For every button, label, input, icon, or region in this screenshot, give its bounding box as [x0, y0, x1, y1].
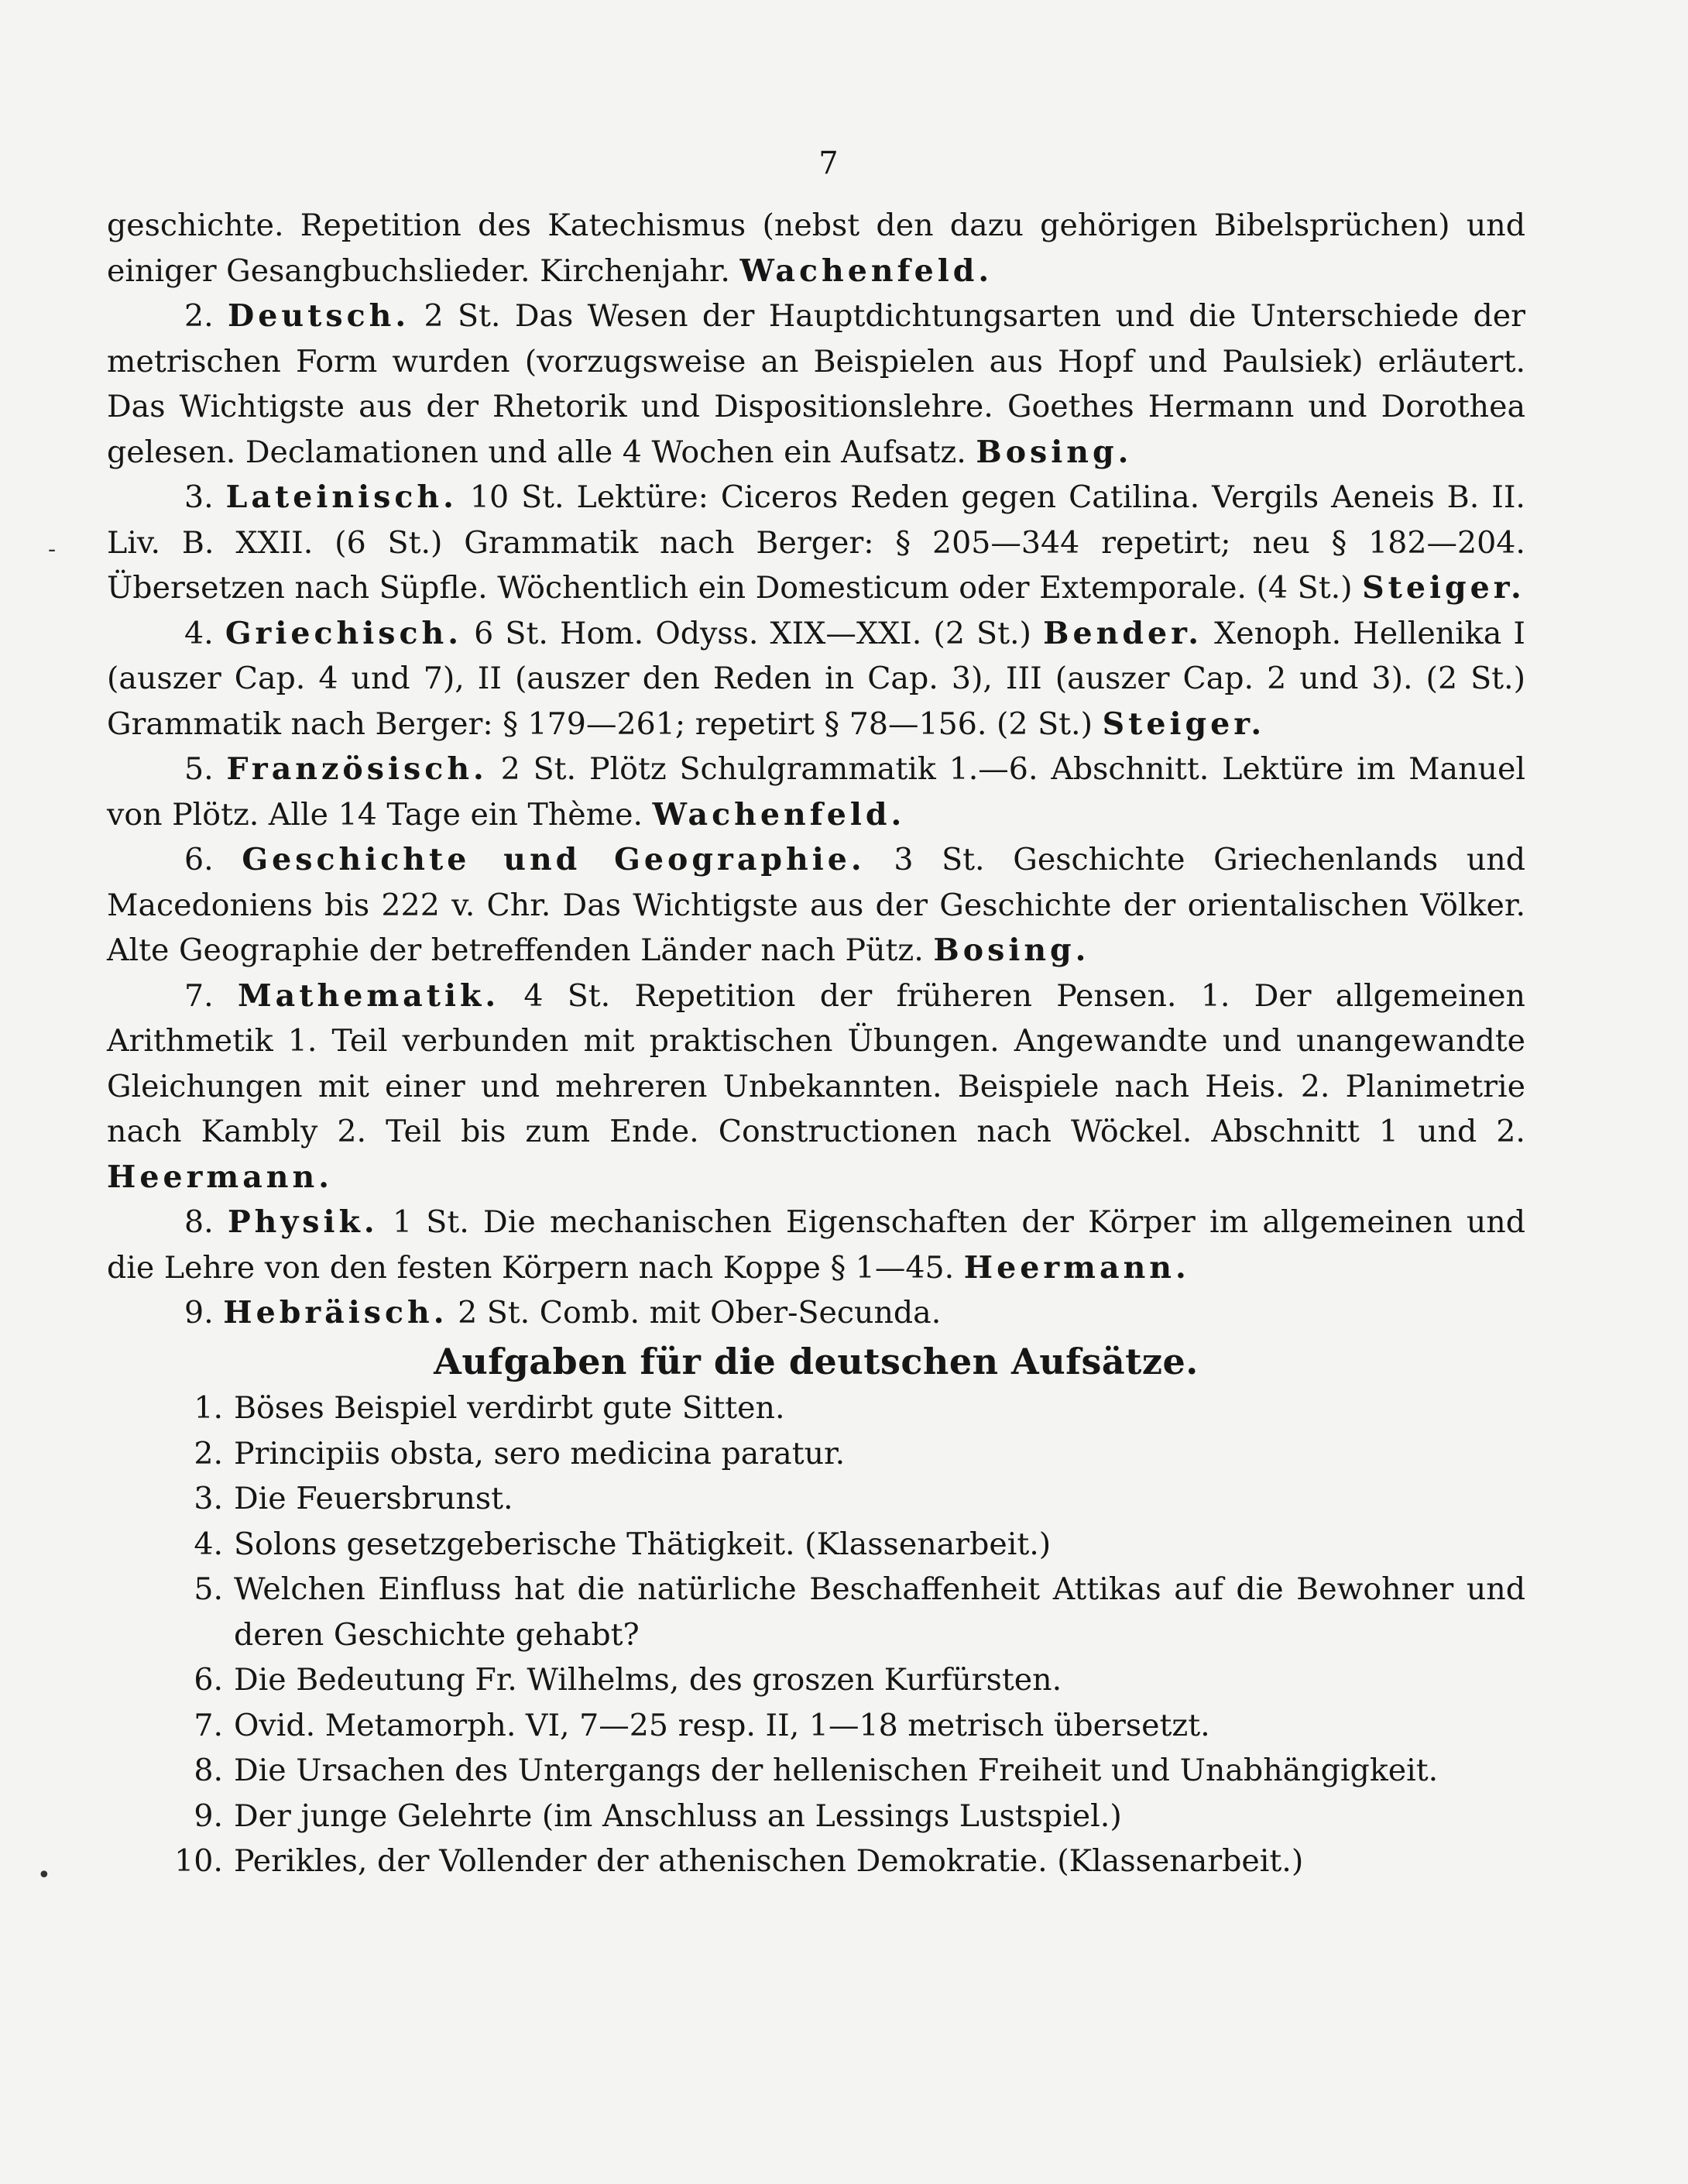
list-item: 4. Solons gesetzgeberische Thätigkeit. (Klassenarbeit.) [194, 1526, 1052, 1562]
teacher-name: Wachenfeld. [739, 252, 993, 289]
paragraph-lateinisch: 3. Lateinisch. 10 St. Lektüre: Ciceros Reden gegen Catilina. Vergils Aeneis B. II. Liv. B. XXII. (6 St.) Grammatik nach Berger: § 205—344 repetirt; neu § 182—204. Übersetzen nach Süpfle. Wöchentlich ein Domesticum oder Extemporale. (4 St.) Steiger. [107, 479, 1525, 606]
teacher-name: Steiger. [1362, 570, 1525, 606]
margin-mark: - [48, 536, 57, 563]
subject-name: Mathematik. [237, 977, 500, 1014]
teacher-name: Bender. [1043, 615, 1203, 651]
subject-name: Französisch. [226, 751, 488, 787]
list-item: 6. Die Bedeutung Fr. Wilhelms, des groszen Kurfürsten. [194, 1662, 1062, 1698]
list-item: 7. Ovid. Metamorph. VI, 7—25 resp. II, 1—18 metrisch übersetzt. [194, 1707, 1210, 1743]
section-heading: Aufgaben für die deutschen Aufsätze. [434, 1340, 1199, 1382]
subject-name: Griechisch. [225, 615, 463, 651]
paragraph-franzoesisch: 5. Französisch. 2 St. Plötz Schulgrammatik 1.—6. Abschnitt. Lektüre im Manuel von Plötz. Alle 14 Tage ein Thème. Wachenfeld. [107, 751, 1525, 833]
subject-name: Physik. [227, 1204, 379, 1240]
list-item: 9. Der junge Gelehrte (im Anschluss an Lessings Lustspiel.) [194, 1798, 1122, 1834]
teacher-name: Wachenfeld. [652, 796, 906, 833]
list-item: 2. Principiis obsta, sero medicina paratur. [194, 1435, 846, 1471]
list-item: 10. Perikles, der Vollender der athenischen Demokratie. (Klassenarbeit.) [174, 1843, 1304, 1879]
teacher-name: Bosing. [976, 434, 1133, 470]
list-item: 8. Die Ursachen des Untergangs der hellenischen Freiheit und Unabhängigkeit. [194, 1753, 1439, 1788]
teacher-name: Bosing. [933, 932, 1090, 968]
list-item: 5. Welchen Einfluss hat die natürliche Beschaffenheit Attikas auf die Bewohner und deren Geschichte gehabt? [194, 1571, 1525, 1653]
essay-topics-list [107, 1386, 1525, 1884]
list-item: 3. Die Feuersbrunst. [194, 1481, 513, 1516]
subject-name: Deutsch. [228, 298, 410, 334]
paragraph-mathematik: 7. Mathematik. 4 St. Repetition der früheren Pensen. 1. Der allgemeinen Arithmetik 1. Teil verbunden mit praktischen Übungen. Angewandte und unangewandte Gleichungen mit einer und mehreren Unbekannten. Beispiele nach Heis. 2. Planimetrie nach Kambly 2. Teil bis zum Ende. Constructionen nach Wöckel. Abschnitt 1 und 2. Heermann. [107, 977, 1525, 1195]
margin-mark: • [37, 1862, 51, 1889]
subject-name: Hebräisch. [223, 1295, 448, 1331]
paragraph-deutsch: 2. Deutsch. 2 St. Das Wesen der Hauptdichtungsarten und die Unterschiede der metrischen Form wurden (vorzugsweise an Beispielen aus Hopf und Paulsiek) erläutert. Das Wichtigste aus der Rhetorik und Dispositionslehre. Goethes Hermann und Dorothea gelesen. Declamationen und alle 4 Wochen ein Aufsatz. Bosing. [107, 298, 1526, 470]
subject-name: Geschichte und Geographie. [242, 842, 866, 877]
paragraph-geschichte: 6. Geschichte und Geographie. 3 St. Geschichte Griechenlands und Macedoniens bis 222 v. Chr. Das Wichtigste aus der Geschichte der orientalischen Völker. Alte Geographie der betreffenden Länder nach Pütz. Bosing. [107, 842, 1525, 968]
teacher-name: Heermann. [107, 1159, 333, 1195]
document-body [107, 203, 1525, 1884]
page-number: 7 [818, 146, 839, 181]
teacher-name: Steiger. [1102, 706, 1266, 742]
subject-name: Lateinisch. [225, 479, 458, 515]
paragraph-religion-continued: geschichte. Repetition des Katechismus (nebst den dazu gehörigen Bibelsprüchen) und einiger Gesangbuchslieder. Kirchenjahr. Wachenfeld. [107, 208, 1525, 289]
teacher-name: Heermann. [963, 1249, 1190, 1286]
paragraph-griechisch: 4. Griechisch. 6 St. Hom. Odyss. XIX—XXI. (2 St.) Bender. Xenoph. Hellenika I (auszer Cap. 4 und 7), II (auszer den Reden in Cap. 3), III (auszer Cap. 2 und 3). (2 St.) Grammatik nach Berger: § 179—261; repetirt § 78—156. (2 St.) Steiger. [107, 615, 1526, 742]
paragraph-physik: 8. Physik. 1 St. Die mechanischen Eigenschaften der Körper im allgemeinen und die Lehre von den festen Körpern nach Koppe § 1—45. Heermann. [107, 1204, 1525, 1286]
list-item: 1. Böses Beispiel verdirbt gute Sitten. [194, 1390, 785, 1426]
paragraph-hebraeisch: 9. Hebräisch. 2 St. Comb. mit Ober-Secunda. [184, 1295, 942, 1331]
